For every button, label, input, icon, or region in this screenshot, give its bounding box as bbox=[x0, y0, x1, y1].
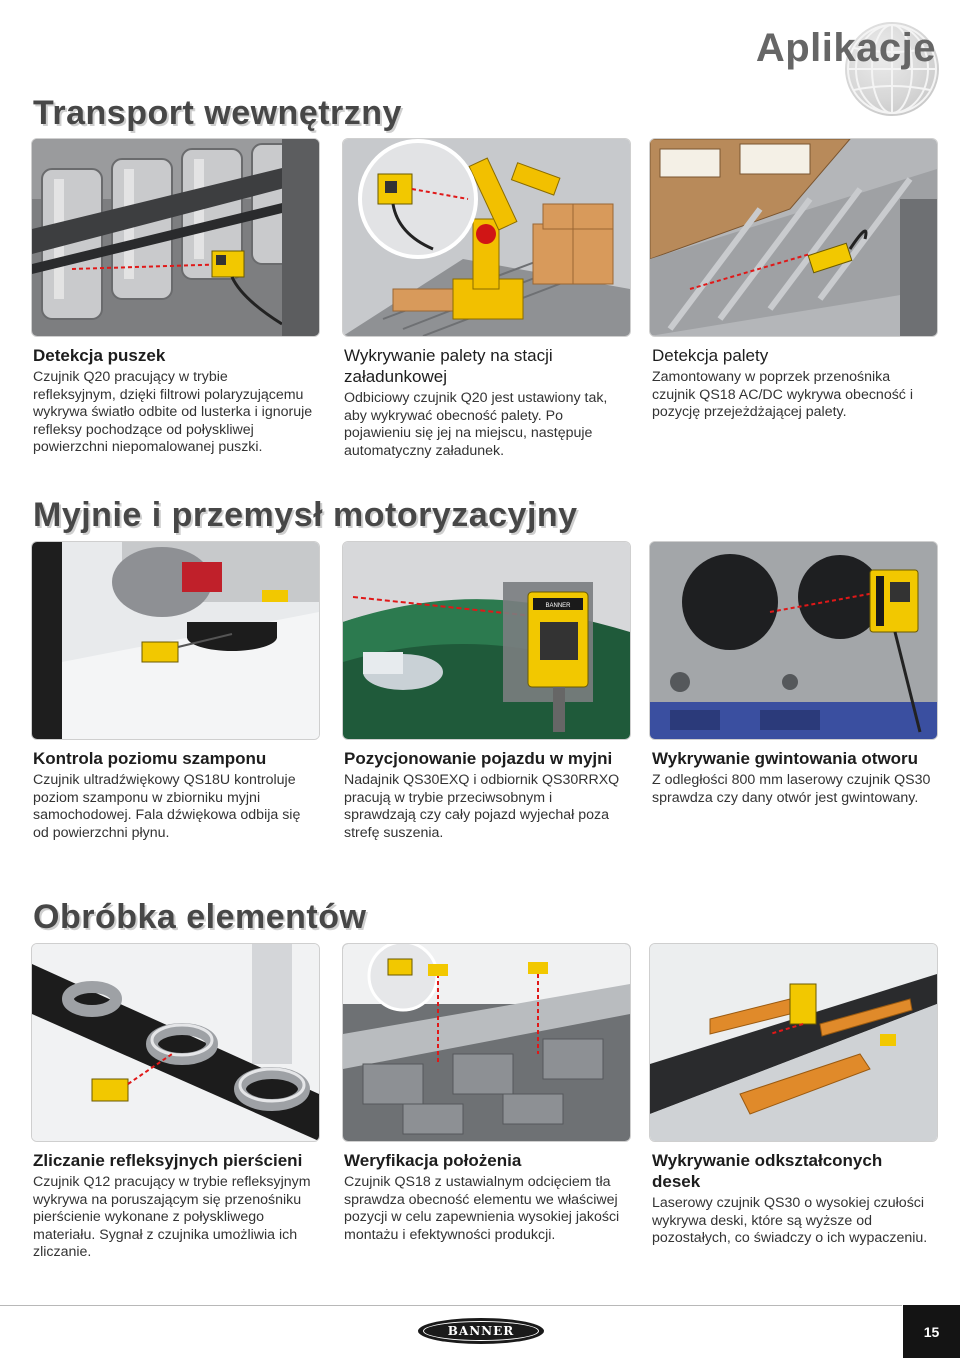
photo-warped-boards bbox=[649, 943, 938, 1142]
caption-text: Czujnik Q20 pracujący w trybie refleksyjnym, dzięki filtrowi polaryzującemu wykrywa światło odbite od lusterka i ignoruje refleksy pochodzące od połyskliwej powierzchni niepomalowanej puszki. bbox=[33, 369, 313, 456]
photo-can-detection bbox=[31, 138, 320, 337]
caption-text: Z odległości 800 mm laserowy czujnik QS30 sprawdza czy dany otwór jest gwintowany. bbox=[652, 772, 931, 806]
caption-title: Pozycjonowanie pojazdu w myjni bbox=[344, 749, 613, 768]
caption-warped-boards bbox=[652, 1150, 932, 1248]
caption-shampoo-level bbox=[33, 748, 313, 842]
photo-position-verification bbox=[342, 943, 631, 1142]
caption-title: Detekcja puszek bbox=[33, 346, 166, 365]
photo-thread-detection bbox=[649, 541, 938, 740]
caption-title: Kontrola poziomu szamponu bbox=[33, 749, 267, 768]
section-heading-carwash: Myjnie i przemysł motoryzacyjny bbox=[33, 496, 578, 534]
caption-text: Laserowy czujnik QS30 o wysokiej czułości wykrywa deski, które są wyższe od pozostałych, co świadczy o ich wypaczeniu. bbox=[652, 1195, 928, 1247]
section-heading-machining: Obróbka elementów bbox=[33, 898, 367, 936]
photo-vehicle-position bbox=[342, 541, 631, 740]
caption-ring-counting bbox=[33, 1150, 313, 1262]
caption-text: Zamontowany w poprzek przenośnika czujnik QS18 AC/DC wykrywa obecność i pozycję przejeżdżającej palety. bbox=[652, 369, 913, 421]
caption-can-detection bbox=[33, 345, 313, 457]
sensor-logo-text: BANNER bbox=[545, 603, 571, 609]
caption-text: Odbiciowy czujnik Q20 jest ustawiony tak, aby wykrywać obecność palety. Po pojawieniu się jej na miejscu, następuje automatyczny załadunek. bbox=[344, 390, 608, 459]
caption-thread-detection bbox=[652, 748, 932, 807]
caption-text: Czujnik QS18 z ustawialnym odcięciem tła sprawdza obecność elementu we właściwej pozycji w celu zapewnienia wysokiej jakości montażu i efektywności produkcji. bbox=[344, 1174, 620, 1243]
caption-title: Detekcja palety bbox=[652, 346, 769, 365]
banner-logo-text: BANNER bbox=[423, 1321, 539, 1341]
banner-logo bbox=[418, 1318, 544, 1344]
caption-vehicle-position bbox=[344, 748, 624, 842]
photo-shampoo-level bbox=[31, 541, 320, 740]
caption-pallet-detection bbox=[652, 345, 932, 422]
caption-position-verification bbox=[344, 1150, 624, 1244]
caption-title: Zliczanie refleksyjnych pierścieni bbox=[33, 1151, 303, 1170]
caption-pallet-loading-station bbox=[344, 345, 624, 460]
photo-pallet-loading-station bbox=[342, 138, 631, 337]
page-title: Aplikacje bbox=[755, 26, 936, 70]
caption-text: Czujnik ultradźwiękowy QS18U kontroluje poziom szamponu w zbiorniku myjni samochodowej. Fala dźwiękowa odbija się od powierzchni płynu. bbox=[33, 772, 301, 841]
caption-text: Czujnik Q12 pracujący w trybie refleksyjnym wykrywa na poruszającym się przenośniku pierścienie wykonane z połyskliwego materiału. Sygnał z czujnika umożliwia ich zliczanie. bbox=[33, 1174, 311, 1261]
photo-ring-counting bbox=[31, 943, 320, 1142]
photo-pallet-detection bbox=[649, 138, 938, 337]
page-number: 15 bbox=[903, 1305, 960, 1358]
footer-divider bbox=[0, 1305, 902, 1306]
caption-text: Nadajnik QS30EXQ i odbiornik QS30RRXQ pracują w trybie przeciwsobnym i sprawdzają czy cały pojazd wyjechał poza strefę suszenia. bbox=[344, 772, 620, 841]
caption-title: Wykrywanie palety na stacji załadunkowej bbox=[344, 346, 553, 386]
caption-title: Weryfikacja położenia bbox=[344, 1151, 522, 1170]
page-header bbox=[0, 0, 960, 90]
section-heading-transport: Transport wewnętrzny bbox=[33, 94, 402, 132]
caption-title: Wykrywanie odkształconych desek bbox=[652, 1151, 883, 1191]
caption-title: Wykrywanie gwintowania otworu bbox=[652, 749, 919, 768]
